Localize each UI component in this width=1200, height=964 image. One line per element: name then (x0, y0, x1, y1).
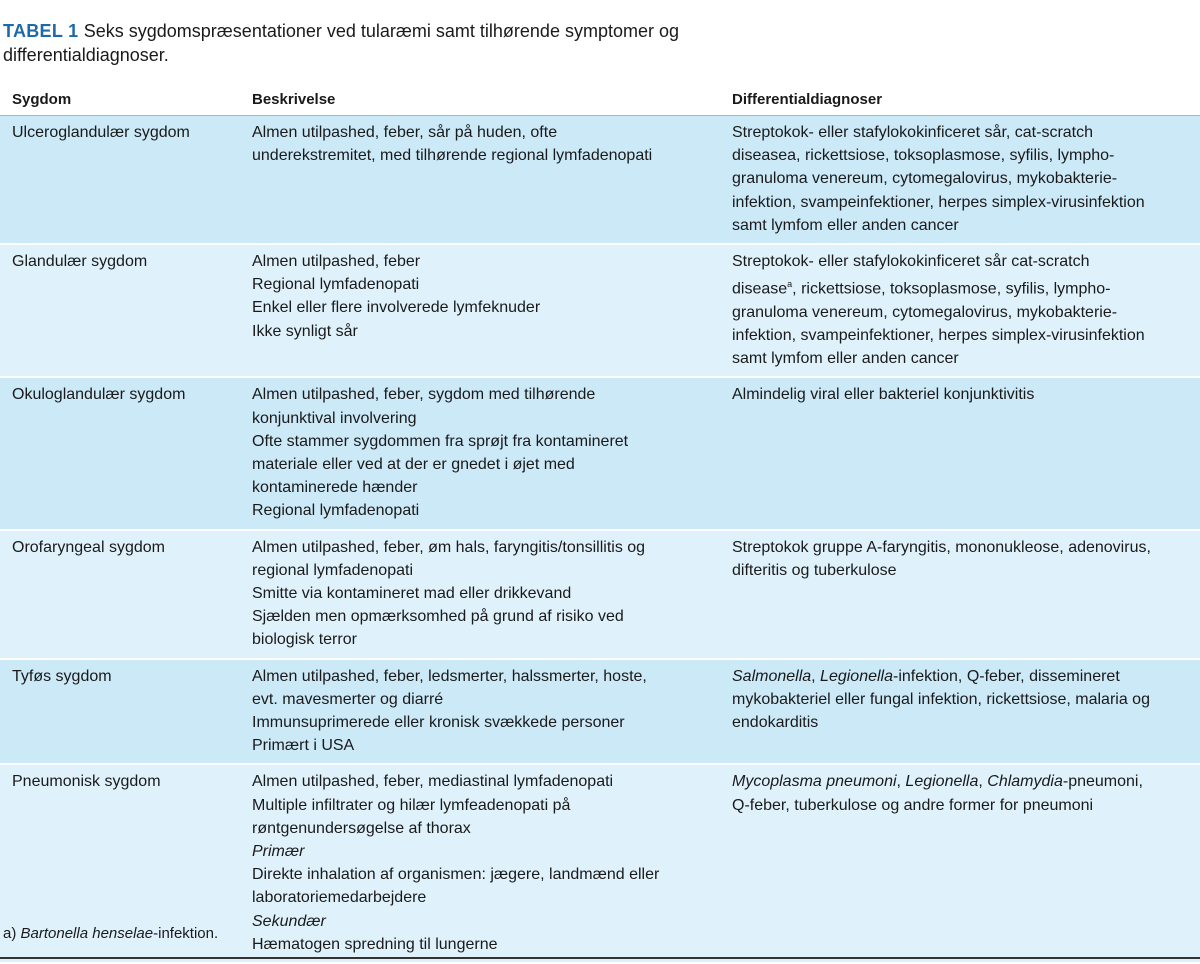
disease-cell: Glandulær sygdom (0, 244, 240, 377)
description-line: regional lymfadenopati (252, 561, 413, 579)
header-differentialdiagnoser: Differentialdiagnoser (720, 85, 1200, 116)
disease-cell: Pneumonisk sygdom (0, 764, 240, 963)
description-cell (240, 659, 720, 765)
description-line: Almen utilpashed, feber (252, 253, 421, 271)
caption-text-line1: Seks sygdomspræsentationer ved tularæmi samt tilhørende symptomer og (83, 21, 679, 41)
description-cell (240, 244, 720, 377)
description-line: Ofte stammer sygdommen fra sprøjt fra kontamineret (252, 432, 629, 450)
differential-line: granuloma venereum, cytomegalovirus, mykobakterie- (732, 170, 1118, 188)
differential-line: Almindelig viral eller bakteriel konjunktivitis (732, 386, 1035, 404)
description-line: Ikke synligt sår (252, 322, 358, 340)
differential-text: , (978, 773, 988, 791)
disease-cell: Tyføs sygdom (0, 659, 240, 765)
description-line: Almen utilpashed, feber, ledsmerter, halssmerter, hoste, (252, 667, 647, 685)
description-line: biologisk terror (252, 631, 357, 649)
table-row (0, 116, 1200, 245)
header-sygdom: Sygdom (0, 85, 240, 116)
organism-name: Chlamydia (987, 773, 1063, 791)
differential-line (732, 250, 1192, 301)
description-line: Smitte via kontamineret mad eller drikkevand (252, 584, 572, 602)
description-line: Hæmatogen spredning til lungerne (252, 935, 498, 953)
description-cell (240, 377, 720, 529)
table-row (0, 244, 1200, 377)
table-row (0, 530, 1200, 659)
header-beskrivelse: Beskrivelse (240, 85, 720, 116)
description-line: Regional lymfadenopati (252, 502, 420, 520)
description-cell (240, 116, 720, 245)
disease-table (0, 85, 1200, 964)
differential-text: , (896, 773, 906, 791)
differential-line: mykobakteriel eller fungal infektion, rickettsiose, malaria og (732, 690, 1150, 708)
differential-cell (720, 116, 1200, 245)
differential-line: endokarditis (732, 714, 819, 731)
differential-line: infektion, svampeinfektioner, herpes simplex-virusinfektion (732, 326, 1145, 344)
description-line: Enkel eller flere involverede lymfeknuder (252, 299, 541, 317)
description-line: Direkte inhalation af organismen: jægere, landmænd eller (252, 866, 660, 884)
organism-name: Mycoplasma pneumoni (732, 773, 897, 791)
table-caption (3, 19, 903, 67)
bottom-rule (0, 957, 1200, 959)
description-line: Almen utilpashed, feber, mediastinal lymfadenopati (252, 773, 614, 791)
differential-line: granuloma venereum, cytomegalovirus, mykobakterie- (732, 303, 1118, 321)
disease-cell: Ulceroglandulær sygdom (0, 116, 240, 245)
description-subheading: Sekundær (252, 912, 326, 930)
description-line: røntgenundersøgelse af thorax (252, 819, 471, 837)
description-line: Almen utilpashed, feber, sygdom med tilhørende (252, 386, 596, 404)
description-line: kontaminerede hænder (252, 479, 418, 497)
disease-cell: Okuloglandulær sygdom (0, 377, 240, 529)
description-line: Primært i USA (252, 737, 355, 755)
organism-name: Legionella (820, 667, 893, 685)
footnote-suffix: -infektion. (153, 925, 219, 942)
description-line: laboratoriemedarbejdere (252, 889, 427, 907)
differential-line (732, 770, 1192, 793)
description-line: Sjælden men opmærksomhed på grund af risiko ved (252, 608, 624, 626)
differential-line: diseasea, rickettsiose, toksoplasmose, syfilis, lympho- (732, 147, 1115, 165)
description-line: Immunsuprimerede eller kronisk svækkede personer (252, 714, 625, 731)
description-line: evt. mavesmerter og diarré (252, 690, 444, 708)
description-line: Regional lymfadenopati (252, 276, 420, 294)
description-line: Almen utilpashed, feber, sår på huden, ofte (252, 124, 558, 141)
differential-line: Streptokok- eller stafylokokinficeret sår, cat-scratch (732, 124, 1094, 141)
organism-name: Legionella (905, 773, 979, 791)
differential-text: disease (732, 280, 788, 298)
table-header-row (0, 85, 1200, 116)
table-footnote (3, 925, 218, 942)
differential-line: difteritis og tuberkulose (732, 561, 897, 579)
description-line: underekstremitet, med tilhørende regional lymfadenopati (252, 147, 653, 165)
differential-text: , rickettsiose, toksoplasmose, syfilis, lympho- (792, 280, 1111, 298)
table-row (0, 659, 1200, 765)
differential-text: -infektion, Q-feber, dissemineret (893, 667, 1120, 685)
differential-line (732, 665, 1192, 688)
description-cell (240, 764, 720, 963)
differential-line: samt lymfom eller anden cancer (732, 216, 959, 234)
differential-text: , (811, 667, 821, 685)
differential-line: samt lymfom eller anden cancer (732, 350, 959, 368)
disease-cell: Orofaryngeal sygdom (0, 530, 240, 659)
differential-cell (720, 244, 1200, 377)
differential-text: Streptokok- eller stafylokokinficeret sår cat-scratch (732, 253, 1090, 271)
footnote-marker: a (787, 279, 793, 290)
description-line: konjunktival involvering (252, 409, 417, 427)
footnote-organism: Bartonella henselae (20, 925, 154, 942)
description-subheading: Primær (252, 843, 305, 861)
differential-cell (720, 530, 1200, 659)
differential-text: -pneumoni, (1062, 773, 1143, 791)
organism-name: Salmonella (732, 667, 812, 685)
differential-cell (720, 659, 1200, 765)
caption-label: TABEL 1 (3, 21, 84, 41)
description-line: Almen utilpashed, feber, øm hals, faryngitis/tonsillitis og (252, 538, 646, 556)
description-cell (240, 530, 720, 659)
description-line: Multiple infiltrater og hilær lymfeadenopati på (252, 796, 571, 814)
differential-cell (720, 764, 1200, 963)
differential-line: infektion, svampeinfektioner, herpes simplex-virusinfektion (732, 193, 1145, 211)
differential-line: Streptokok gruppe A-faryngitis, mononukleose, adenovirus, (732, 538, 1151, 556)
table-row (0, 377, 1200, 529)
caption-text-line2: differentialdiagnoser. (3, 45, 169, 65)
description-line: materiale eller ved at der er gnedet i øjet med (252, 455, 575, 473)
footnote-prefix: a) (3, 925, 21, 942)
differential-cell (720, 377, 1200, 529)
differential-line: Q-feber, tuberkulose og andre former for pneumoni (732, 796, 1094, 814)
